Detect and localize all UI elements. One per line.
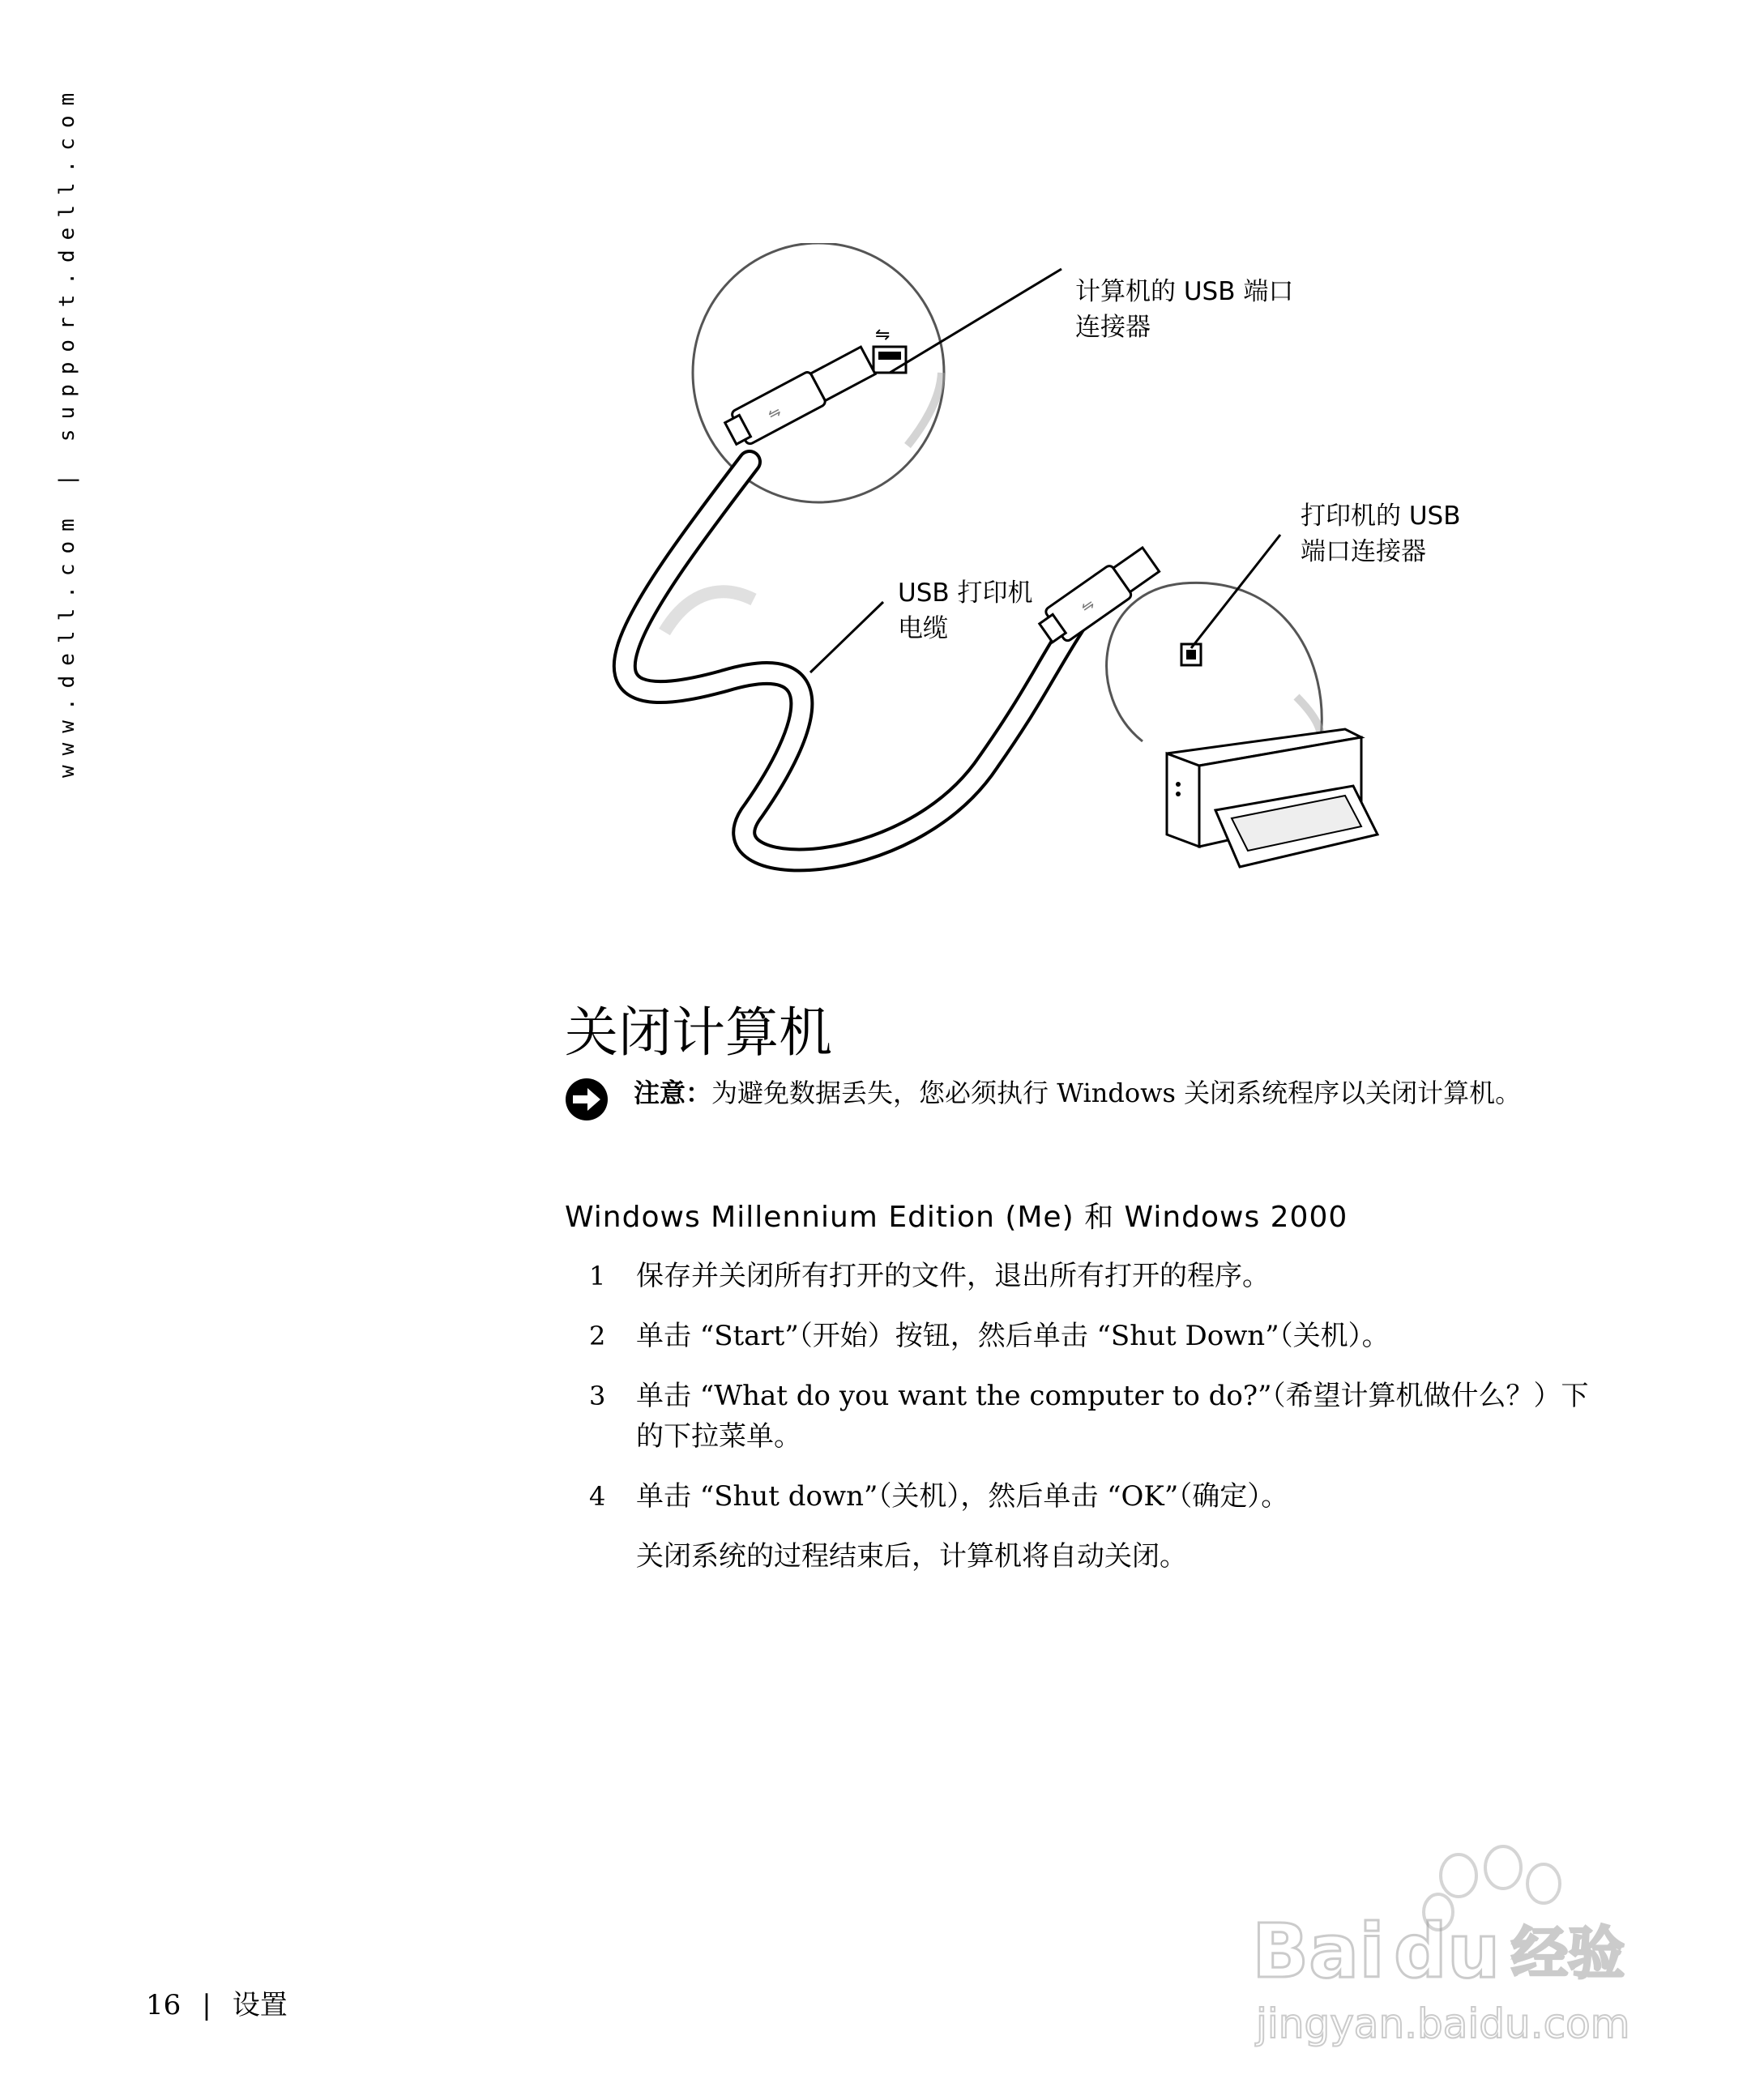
step-result-item	[565, 1536, 1594, 1577]
step-text: 单击 “Shut down”（关机），然后单击 “OK”（确定）。	[636, 1480, 1289, 1513]
printer-port-leader	[1191, 535, 1280, 648]
usb-cable-illustration	[567, 243, 1523, 924]
step-3	[565, 1376, 1594, 1457]
notice-arrow-icon	[565, 1078, 609, 1121]
page-number: 16	[146, 1989, 182, 2021]
computer-usb-port-label: 计算机的 USB 端口 连接器	[1075, 277, 1294, 342]
printer-port-magnifier	[1107, 583, 1322, 741]
step-text: 单击 “Start”（开始）按钮，然后单击 “Shut Down”（关机）。	[636, 1320, 1390, 1352]
usb-plug-a	[722, 344, 877, 450]
printer	[1167, 729, 1378, 867]
svg-text:jingyan.baidu.com: jingyan.baidu.com	[1256, 2000, 1630, 2047]
notice-lead: 注意：	[634, 1078, 712, 1108]
cable-leader	[810, 602, 883, 672]
notice-body: 为避免数据丢失，您必须执行 Windows 关闭系统程序以关闭计算机。	[711, 1078, 1522, 1108]
step-2	[565, 1316, 1594, 1356]
step-1	[565, 1256, 1594, 1296]
step-text: 单击 “What do you want the computer to do?”（希望计算机做什么？）下的下拉菜单。	[636, 1380, 1589, 1453]
page-footer	[146, 1985, 288, 2025]
step-result: 关闭系统的过程结束后，计算机将自动关闭。	[636, 1540, 1187, 1573]
step-number: 2	[589, 1321, 606, 1351]
notice-text	[634, 1074, 1594, 1112]
svg-text:⇋: ⇋	[875, 325, 891, 345]
section-title: 关闭计算机	[565, 1001, 832, 1064]
svg-text:⇋: ⇋	[765, 403, 784, 424]
windows-version-heading: Windows Millennium Edition (Me) 和 Windows 2000	[565, 1201, 1348, 1234]
step-number: 1	[589, 1261, 606, 1291]
notice-box	[565, 1074, 1594, 1112]
computer-port-leader	[890, 269, 1061, 373]
printer-usb-port-label: 打印机的 USB 端口连接器	[1301, 502, 1461, 566]
svg-text:⇋: ⇋	[1078, 595, 1098, 617]
footer-section: 设置	[232, 1989, 288, 2021]
usb-cable-diagram	[567, 243, 1523, 924]
shutdown-steps	[565, 1256, 1594, 1577]
usb-printer-cable-label: USB 打印机 电缆	[898, 578, 1033, 643]
step-number: 3	[589, 1381, 606, 1411]
footer-separator: |	[202, 1989, 211, 2021]
baidu-jingyan-watermark	[1252, 1843, 1657, 2054]
svg-text:du: du	[1394, 1908, 1501, 1995]
step-text: 保存并关闭所有打开的文件，退出所有打开的程序。	[636, 1260, 1270, 1292]
svg-text:Bai: Bai	[1252, 1908, 1385, 1995]
step-4	[565, 1476, 1594, 1517]
svg-text:经验: 经验	[1511, 1920, 1625, 1987]
side-url: www.dell.com | support.dell.com	[55, 83, 79, 778]
step-number: 4	[589, 1481, 606, 1512]
